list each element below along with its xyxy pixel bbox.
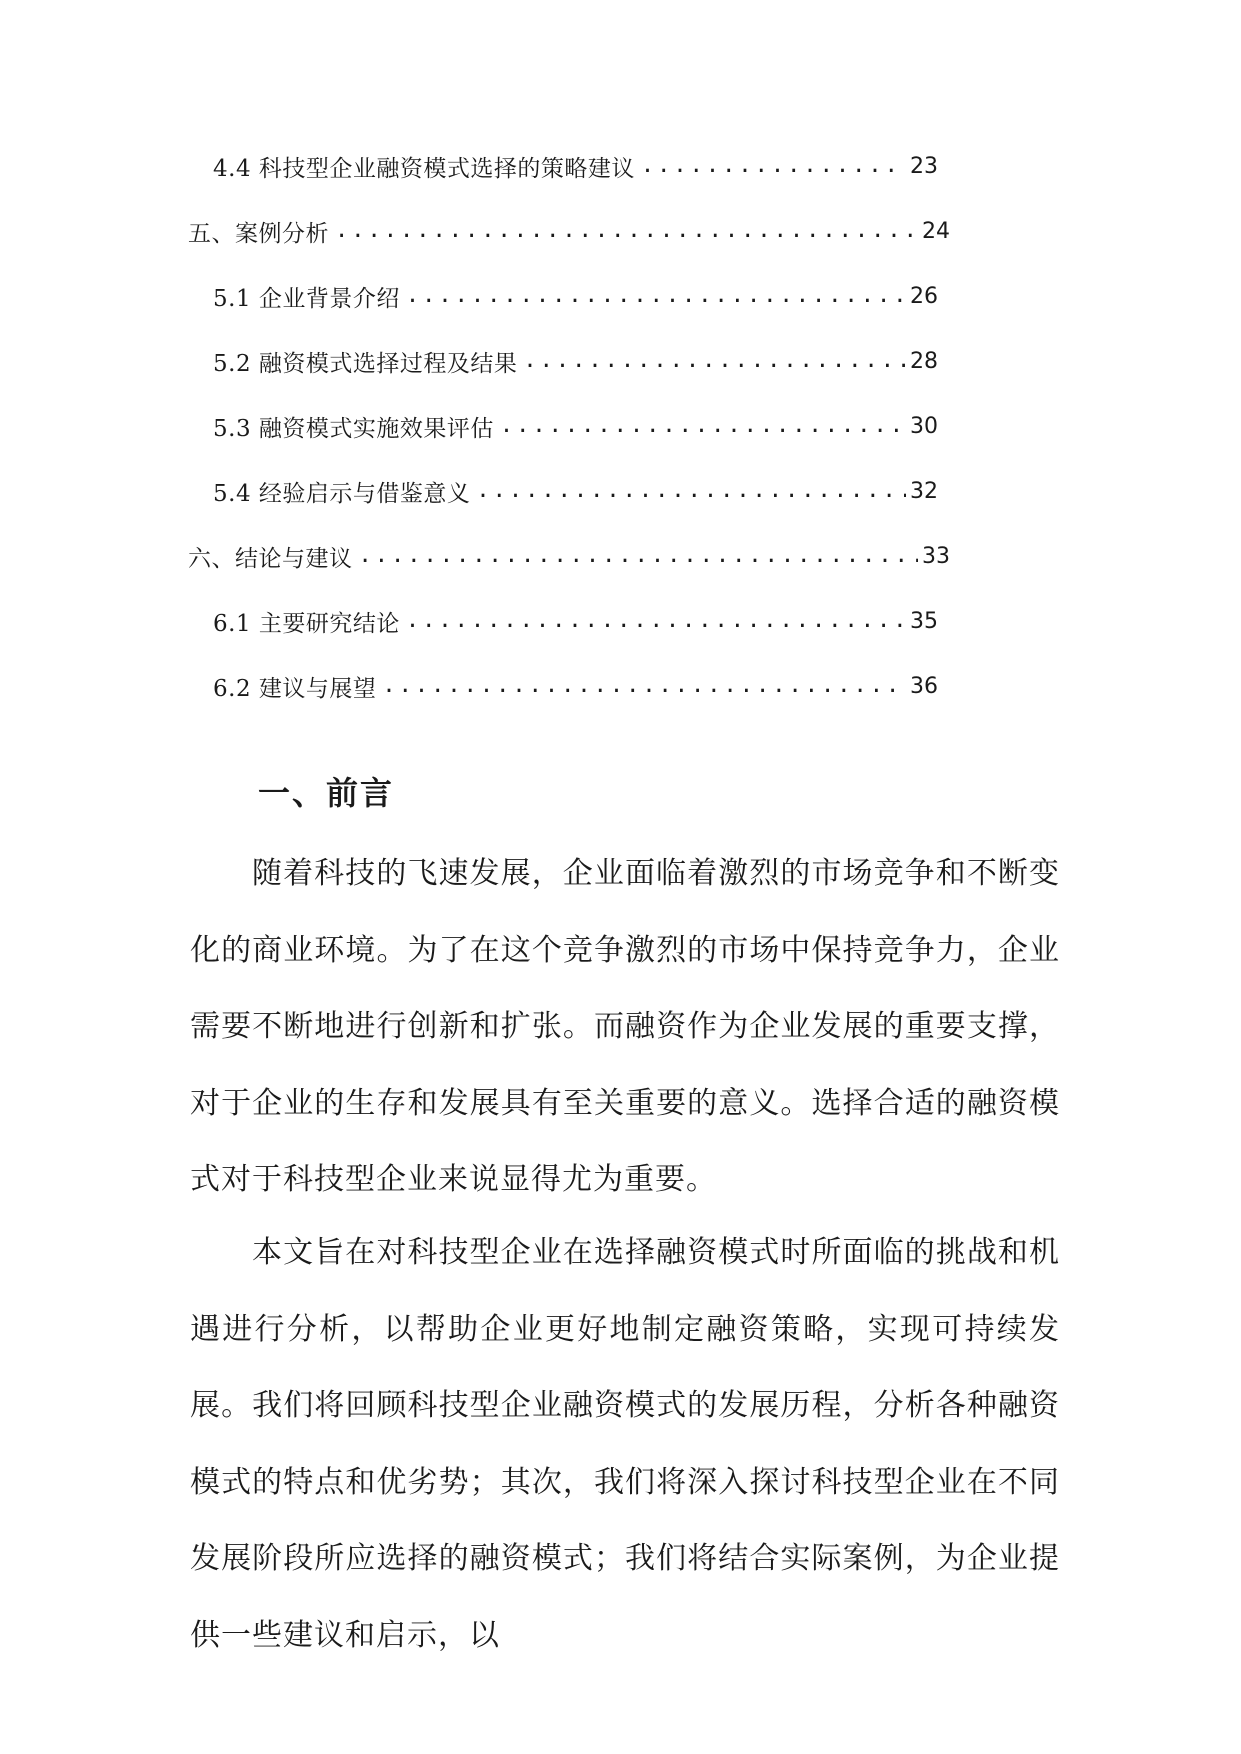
toc-entry[interactable] [213, 341, 938, 381]
toc-entry-title: 5.3 融资模式实施效果评估 [213, 415, 494, 442]
toc-leader-dots [406, 601, 906, 641]
toc-entry[interactable] [213, 601, 938, 641]
toc-page-number: 32 [910, 478, 938, 504]
toc-entry[interactable] [188, 536, 950, 576]
toc-leader-dots [406, 276, 906, 316]
toc-entry-title: 5.1 企业背景介绍 [213, 285, 400, 312]
toc-entry[interactable] [213, 666, 938, 706]
toc-leader-dots [359, 536, 919, 576]
toc-leader-dots [523, 341, 906, 381]
toc-leader-dots [382, 666, 906, 706]
toc-page-number: 33 [922, 543, 950, 569]
toc-entry-title: 5.2 融资模式选择过程及结果 [213, 350, 518, 377]
section-heading: 一、前言 [258, 774, 395, 812]
toc-page-number: 28 [910, 348, 938, 374]
toc-leader-dots [476, 471, 906, 511]
toc-entry-title: 六、结论与建议 [188, 545, 353, 572]
body-paragraph: 本文旨在对科技型企业在选择融资模式时所面临的挑战和机遇进行分析，以帮助企业更好地制定融资策略，实现可持续发展。我们将回顾科技型企业融资模式的发展历程，分析各种融资模式的特点和优劣势；其次，我们将深入探讨科技型企业在不同发展阶段所应选择的融资模式；我们将结合实际案例，为企业提供一些建议和启示，以 [190, 1235, 1060, 1653]
toc-entry[interactable] [213, 471, 938, 511]
toc-page-number: 30 [910, 413, 938, 439]
toc-leader-dots [335, 211, 918, 251]
toc-leader-dots [641, 146, 906, 186]
body-paragraph: 随着科技的飞速发展，企业面临着激烈的市场竞争和不断变化的商业环境。为了在这个竞争激烈的市场中保持竞争力，企业需要不断地进行创新和扩张。而融资作为企业发展的重要支撑，对于企业的生存和发展具有至关重要的意义。选择合适的融资模式对于科技型企业来说显得尤为重要。 [190, 856, 1060, 1197]
toc-page-number: 36 [910, 673, 938, 699]
toc-page-number: 23 [910, 153, 938, 179]
toc-page-number: 24 [922, 218, 950, 244]
toc-entry[interactable] [213, 406, 938, 446]
toc-leader-dots [500, 406, 906, 446]
toc-page-number: 35 [910, 608, 938, 634]
toc-entry-title: 4.4 科技型企业融资模式选择的策略建议 [213, 155, 635, 182]
toc-entry[interactable] [213, 276, 938, 316]
toc-entry-title: 6.1 主要研究结论 [213, 610, 400, 637]
toc-entry[interactable] [188, 211, 950, 251]
toc-entry-title: 6.2 建议与展望 [213, 675, 377, 702]
toc-entry[interactable] [213, 146, 938, 186]
toc-page-number: 26 [910, 283, 938, 309]
toc-entry-title: 五、案例分析 [188, 220, 329, 247]
toc-entry-title: 5.4 经验启示与借鉴意义 [213, 480, 471, 507]
